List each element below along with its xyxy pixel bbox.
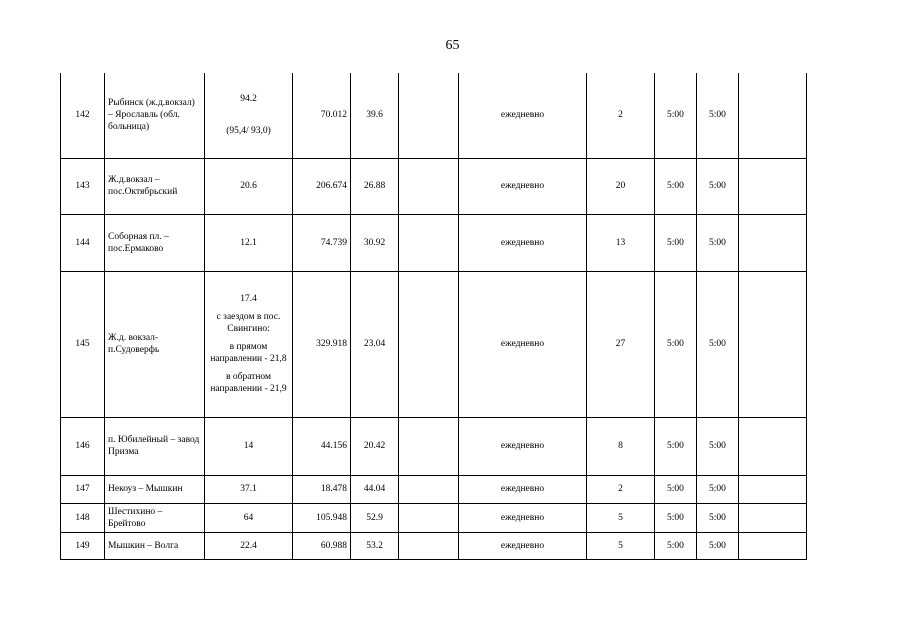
route-length: 14 [205, 417, 293, 475]
route-count: 5 [587, 532, 655, 559]
route-length [205, 271, 293, 417]
route-count: 5 [587, 503, 655, 532]
route-days: ежедневно [459, 158, 587, 214]
table-row [61, 475, 807, 503]
empty-cell [399, 475, 459, 503]
route-speed: 26.88 [351, 158, 399, 214]
empty-cell [399, 503, 459, 532]
route-value: 60.988 [293, 532, 351, 559]
route-days: ежедневно [459, 417, 587, 475]
route-name: Некоуз – Мышкин [105, 475, 205, 503]
route-name: п. Юбилейный – завод Призма [105, 417, 205, 475]
route-value: 18.478 [293, 475, 351, 503]
route-days: ежедневно [459, 503, 587, 532]
route-value: 105.948 [293, 503, 351, 532]
route-name: Мышкин – Волга [105, 532, 205, 559]
table-row [61, 271, 807, 417]
route-time-2: 5:00 [697, 271, 739, 417]
empty-cell [739, 532, 807, 559]
empty-cell [399, 158, 459, 214]
row-number: 142 [61, 73, 105, 158]
route-time-2: 5:00 [697, 73, 739, 158]
route-length: 64 [205, 503, 293, 532]
table-row [61, 503, 807, 532]
route-value: 206.674 [293, 158, 351, 214]
route-length: 20.6 [205, 158, 293, 214]
route-name: Ж.д.вокзал – пос.Октябрьский [105, 158, 205, 214]
route-time-1: 5:00 [655, 271, 697, 417]
route-count: 20 [587, 158, 655, 214]
length-main: 17.4 [240, 294, 257, 304]
row-number: 148 [61, 503, 105, 532]
route-days: ежедневно [459, 271, 587, 417]
route-speed: 30.92 [351, 214, 399, 271]
row-number: 143 [61, 158, 105, 214]
route-speed: 53.2 [351, 532, 399, 559]
route-count: 2 [587, 73, 655, 158]
route-length: 22.4 [205, 532, 293, 559]
route-time-1: 5:00 [655, 475, 697, 503]
route-time-2: 5:00 [697, 532, 739, 559]
row-number: 145 [61, 271, 105, 417]
empty-cell [739, 158, 807, 214]
route-speed: 23.04 [351, 271, 399, 417]
route-time-1: 5:00 [655, 417, 697, 475]
empty-cell [739, 417, 807, 475]
row-number: 146 [61, 417, 105, 475]
route-value: 329.918 [293, 271, 351, 417]
route-time-1: 5:00 [655, 73, 697, 158]
table-row [61, 73, 807, 158]
length-extra: (95,4/ 93,0) [226, 126, 271, 137]
route-days: ежедневно [459, 475, 587, 503]
length-note: в обратном направлении - 21,9 [210, 372, 287, 394]
route-time-1: 5:00 [655, 214, 697, 271]
route-time-1: 5:00 [655, 503, 697, 532]
route-speed: 20.42 [351, 417, 399, 475]
route-days: ежедневно [459, 214, 587, 271]
empty-cell [739, 271, 807, 417]
page-number: 65 [445, 38, 460, 53]
route-time-2: 5:00 [697, 158, 739, 214]
empty-cell [739, 73, 807, 158]
table-row [61, 532, 807, 559]
length-note: в прямом направлении - 21,8 [210, 342, 287, 364]
length-main: 94.2 [240, 94, 257, 105]
route-count: 2 [587, 475, 655, 503]
route-count: 8 [587, 417, 655, 475]
route-length [205, 73, 293, 158]
empty-cell [739, 475, 807, 503]
table-row [61, 158, 807, 214]
route-time-2: 5:00 [697, 475, 739, 503]
route-value: 44.156 [293, 417, 351, 475]
route-days: ежедневно [459, 532, 587, 559]
route-name: Соборная пл. – пос.Ермаково [105, 214, 205, 271]
row-number: 147 [61, 475, 105, 503]
route-time-1: 5:00 [655, 532, 697, 559]
route-name: Ж.д. вокзал-п.Судоверфь [105, 271, 205, 417]
table-row [61, 417, 807, 475]
route-length: 37.1 [205, 475, 293, 503]
route-time-2: 5:00 [697, 214, 739, 271]
empty-cell [399, 271, 459, 417]
row-number: 149 [61, 532, 105, 559]
empty-cell [399, 214, 459, 271]
table-row [61, 214, 807, 271]
route-name: Шестихино – Брейтово [105, 503, 205, 532]
route-count: 13 [587, 214, 655, 271]
route-length: 12.1 [205, 214, 293, 271]
route-speed: 39.6 [351, 73, 399, 158]
route-count: 27 [587, 271, 655, 417]
empty-cell [399, 73, 459, 158]
route-speed: 52.9 [351, 503, 399, 532]
routes-table [60, 73, 807, 560]
route-days: ежедневно [459, 73, 587, 158]
route-value: 74.739 [293, 214, 351, 271]
route-speed: 44.04 [351, 475, 399, 503]
route-time-2: 5:00 [697, 503, 739, 532]
route-value: 70.012 [293, 73, 351, 158]
route-name: Рыбинск (ж.д.вокзал) – Ярославль (обл. больница) [105, 73, 205, 158]
empty-cell [739, 503, 807, 532]
empty-cell [739, 214, 807, 271]
row-number: 144 [61, 214, 105, 271]
empty-cell [399, 417, 459, 475]
empty-cell [399, 532, 459, 559]
length-note: с заездом в пос. Свингино: [216, 312, 281, 334]
route-time-1: 5:00 [655, 158, 697, 214]
route-time-2: 5:00 [697, 417, 739, 475]
